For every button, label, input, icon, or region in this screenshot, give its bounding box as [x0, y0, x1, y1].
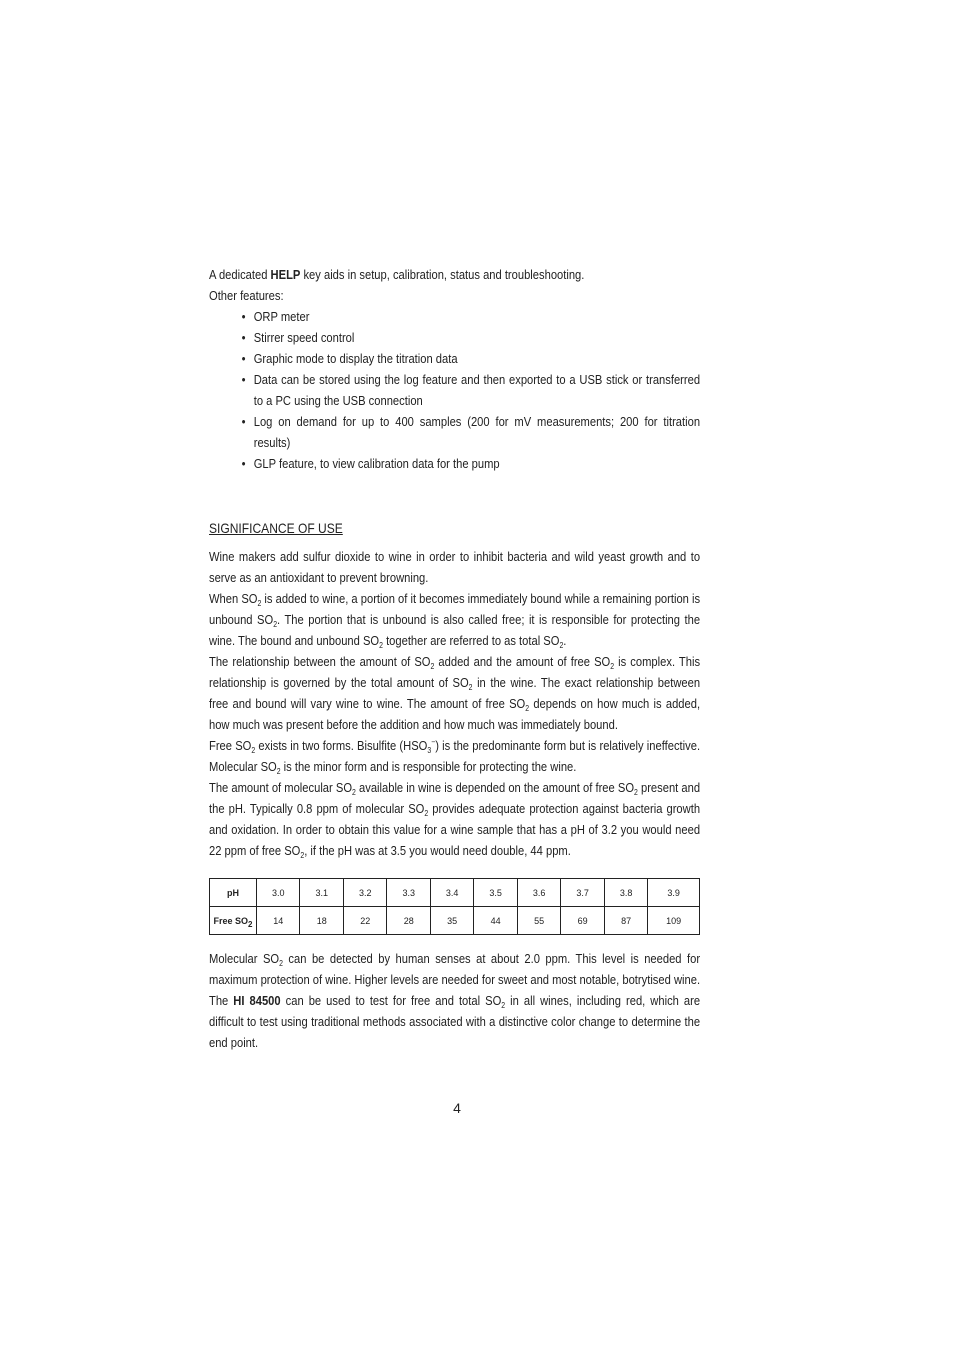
table-row-free-so2	[210, 907, 700, 935]
ph-label: pH	[210, 879, 257, 907]
paragraph: The relationship between the amount of $SO_2$ added and the amount of free $SO_2$ is complex. This relationship is governed by the total amount of $SO_2$ in the wine. The exact relationship between free and bound will vary wine to wine. The amount of free $SO_2$ depends on how much is added, how much was present before the addition and how much was immediately bound.	[209, 654, 701, 732]
features-list	[209, 306, 700, 474]
closing-section	[209, 948, 701, 1053]
feature-item: • GLP feature, to view calibration data for the pump	[242, 453, 700, 474]
table-cell: 3.9	[648, 879, 700, 907]
significance-section	[209, 518, 701, 861]
paragraph: Free $SO_2$ exists in two forms. Bisulfite $(HSO_3^-)$ is the predominante form but is relatively ineffective. Molecular $SO_2$ is the minor form and is responsible for protecting the wine.	[209, 737, 701, 776]
page-number: 4	[453, 1100, 461, 1116]
paragraph: The amount of molecular $SO_2$ available in wine is depended on the amount of free $SO_2$ present and the pH. Typically 0.8 ppm of molecular $SO_2$ provides adequate protection against bacteria growth and oxidation. In order to obtain this value for a wine sample that has a pH of 3.2 you would need 22 ppm of free $SO_2$, if the pH was at 3.5 you would need double, 44 ppm.	[209, 780, 701, 860]
table-row-ph	[210, 879, 700, 907]
table-cell: 3.6	[517, 879, 560, 907]
feature-item: • Stirrer speed control	[242, 327, 700, 348]
model-name: HI 84500	[233, 993, 281, 1008]
feature-item: • Graphic mode to display the titration data	[242, 348, 700, 369]
table-cell: 69	[561, 907, 604, 935]
other-features-label: Other features:	[209, 288, 284, 303]
table-cell: 109	[648, 907, 700, 935]
table-cell: 35	[430, 907, 473, 935]
paragraph: When $SO_2$ is added to wine, a portion of it becomes immediately bound while a remaining portion is unbound $SO_2$. The portion that is unbound is also called free; it is responsible for protecting the wine. The bound and unbound $SO_2$ together are referred to as total $SO_2$.	[209, 591, 701, 650]
table-cell: 3.3	[387, 879, 430, 907]
table-cell: 3.7	[561, 879, 604, 907]
table-cell: 28	[387, 907, 430, 935]
feature-item: • Log on demand for up to 400 samples (200 for mV measurements; 200 for titration results)	[242, 411, 700, 453]
table-cell: 55	[517, 907, 560, 935]
table-cell: 18	[300, 907, 343, 935]
table-cell: 14	[257, 907, 300, 935]
table-cell: 3.8	[604, 879, 647, 907]
table-cell: 44	[474, 907, 517, 935]
table-cell: 3.5	[474, 879, 517, 907]
table-cell: 3.0	[257, 879, 300, 907]
paragraph: Molecular $SO_2$ can be detected by human senses at about 2.0 ppm. This level is needed for maximum protection of wine. Higher levels are needed for sweet and most notable, botrytised wine. The HI 84500 can be used to test for free and total $SO_2$ in all wines, including red, which are difficult to test using traditional methods associated with a distinctive color change to determine the end point.	[209, 951, 701, 1050]
feature-item: • Data can be stored using the log feature and then exported to a USB stick or transferred to a PC using the USB connection	[242, 369, 700, 411]
table-cell: 3.4	[430, 879, 473, 907]
feature-item: • ORP meter	[242, 306, 700, 327]
intro-section	[209, 264, 701, 474]
table-cell: 22	[343, 907, 386, 935]
table-cell: 87	[604, 907, 647, 935]
help-sentence: A dedicated HELP key aids in setup, calibration, status and troubleshooting.	[209, 267, 585, 282]
section-heading: SIGNIFICANCE OF USE	[209, 520, 343, 536]
table-cell: 3.1	[300, 879, 343, 907]
help-key: HELP	[270, 267, 301, 282]
ph-free-so2-table	[209, 878, 700, 935]
free-so2-label: Free $SO_2$	[210, 907, 257, 935]
table-cell: 3.2	[343, 879, 386, 907]
paragraph: Wine makers add sulfur dioxide to wine in order to inhibit bacteria and wild yeast growth and to serve as an antioxidant to prevent browning.	[209, 549, 701, 585]
